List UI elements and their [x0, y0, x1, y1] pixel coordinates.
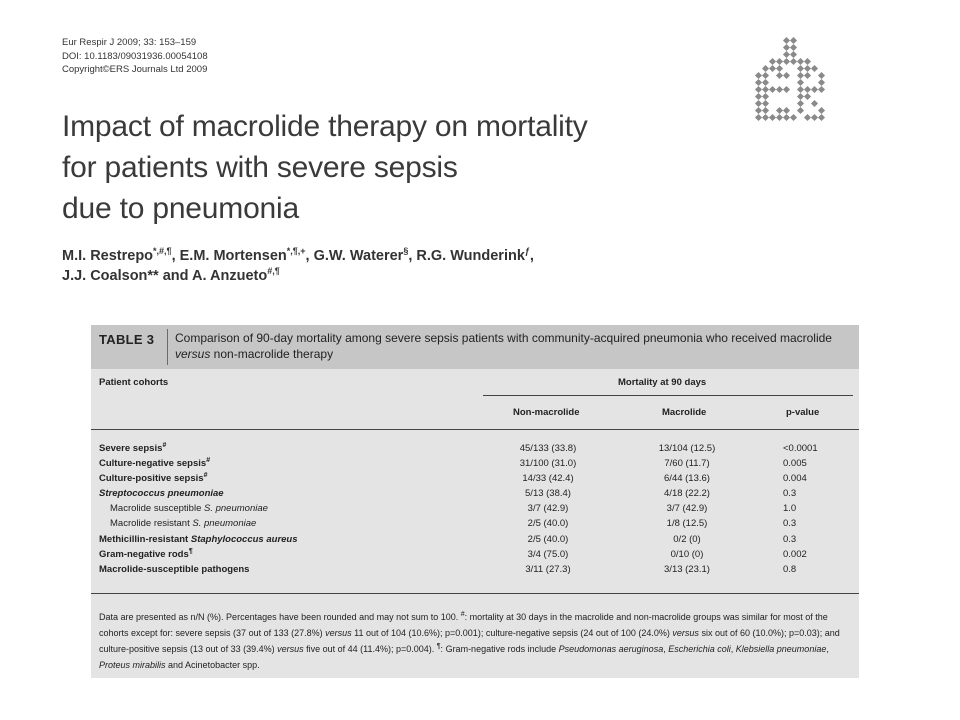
row-non-macrolide-value: 14/33 (42.4) — [522, 473, 574, 485]
table-row — [91, 457, 859, 472]
author-affiliation-marks: *,¶,+ — [286, 246, 306, 256]
row-cohort-name: Culture-negative sepsis# — [99, 457, 211, 470]
logo-dot — [755, 100, 762, 107]
header-mortality-90-days: Mortality at 90 days — [618, 377, 707, 388]
journal-doi: DOI: 10.1183/09031936.00054108 — [62, 50, 208, 62]
logo-dot — [790, 37, 797, 44]
logo-dot — [776, 72, 783, 79]
header-rule-sub — [483, 395, 853, 396]
table-row — [91, 502, 859, 517]
table-3 — [91, 325, 859, 678]
row-cohort-name: Gram-negative rods¶ — [99, 547, 193, 560]
logo-dot — [769, 114, 776, 121]
logo-dot — [797, 100, 804, 107]
table-label: TABLE 3 — [99, 332, 155, 347]
logo-dot — [797, 58, 804, 65]
table-row — [91, 517, 859, 532]
row-p-value: 0.8 — [783, 563, 797, 575]
logo-dot — [769, 58, 776, 65]
logo-dot — [797, 93, 804, 100]
logo-dot — [776, 107, 783, 114]
article-title — [62, 106, 702, 229]
row-p-value: 0.3 — [783, 488, 797, 500]
journal-citation: Eur Respir J 2009; 33: 153–159 — [62, 37, 197, 48]
logo-dot — [783, 72, 790, 79]
logo-dot — [783, 86, 790, 93]
author-name: R.G. Wunderink — [416, 248, 525, 264]
row-cohort-name: Macrolide resistant S. pneumoniae — [110, 518, 257, 530]
row-macrolide-value: 13/104 (12.5) — [658, 443, 716, 454]
row-p-value: 1.0 — [783, 503, 797, 515]
logo-dot — [818, 107, 825, 114]
logo-dot — [790, 114, 797, 121]
logo-dot — [804, 114, 811, 121]
row-macrolide-value: 0/10 (0) — [670, 548, 704, 560]
logo-dot — [755, 114, 762, 121]
row-non-macrolide-value: 45/133 (33.8) — [519, 443, 577, 454]
logo-dot — [755, 72, 762, 79]
row-macrolide-value: 4/18 (22.2) — [664, 488, 710, 500]
row-non-macrolide-value: 3/7 (42.9) — [527, 503, 569, 515]
row-macrolide-value: 1/8 (12.5) — [666, 518, 708, 530]
title-line-1: Impact of macrolide therapy on mortality — [62, 110, 588, 143]
logo-dot — [797, 79, 804, 86]
logo-dot — [783, 114, 790, 121]
row-cohort-name: Streptococcus pneumoniae — [99, 488, 224, 500]
logo-dot — [804, 65, 811, 72]
logo-dot — [755, 107, 762, 114]
row-footnote-mark: # — [203, 472, 208, 480]
logo-dot — [804, 86, 811, 93]
logo-dot — [811, 100, 818, 107]
logo-dot — [762, 65, 769, 72]
author-affiliation-marks: *,#,¶ — [153, 246, 172, 256]
row-footnote-mark: # — [162, 442, 167, 449]
logo-dot — [762, 93, 769, 100]
journal-info — [62, 36, 208, 77]
header-p-value: p-value — [786, 407, 820, 418]
logo-dot — [755, 86, 762, 93]
logo-dot — [783, 107, 790, 114]
author-name: J.J. Coalson** — [62, 268, 159, 284]
logo-dot — [804, 58, 811, 65]
title-line-3: due to pneumonia — [62, 192, 299, 225]
header-patient-cohorts: Patient cohorts — [99, 377, 169, 388]
row-p-value: 0.3 — [783, 533, 797, 545]
table-header-bar — [91, 325, 859, 369]
ers-lungs-logo-icon — [752, 36, 832, 131]
logo-dot — [762, 100, 769, 107]
logo-dot — [755, 79, 762, 86]
author-name: M.I. Restrepo — [62, 248, 154, 264]
row-cohort-name: Culture-positive sepsis# — [99, 472, 208, 485]
author-name: A. Anzueto — [192, 268, 268, 284]
row-macrolide-value: 6/44 (13.6) — [664, 473, 710, 485]
logo-dot — [762, 86, 769, 93]
row-macrolide-value: 3/13 (23.1) — [664, 563, 710, 575]
table-row — [91, 487, 859, 502]
logo-dot — [811, 114, 818, 121]
row-non-macrolide-value: 2/5 (40.0) — [527, 518, 569, 530]
row-cohort-name: Severe sepsis# — [99, 442, 167, 454]
row-non-macrolide-value: 2/5 (40.0) — [527, 533, 569, 545]
row-macrolide-value: 7/60 (11.7) — [664, 458, 710, 470]
logo-dot — [804, 72, 811, 79]
header-rule-bottom — [91, 429, 859, 430]
logo-dot — [811, 65, 818, 72]
table-row — [91, 548, 859, 563]
logo-dot — [818, 86, 825, 93]
logo-dot — [783, 58, 790, 65]
author-list: M.I. Restrepo*,#,¶, E.M. Mortensen*,¶,+, G.W. Waterer§, R.G. Wunderink$^ƒ$, J.J. Coalson** and A. Anzueto#,¶ — [62, 246, 534, 284]
logo-dot — [818, 79, 825, 86]
table-body — [91, 442, 859, 578]
row-footnote-mark: ¶ — [188, 547, 193, 555]
row-p-value: <0.0001 — [783, 443, 818, 454]
logo-dot — [776, 65, 783, 72]
row-non-macrolide-value: 3/11 (27.3) — [525, 563, 571, 575]
row-non-macrolide-value: 31/100 (31.0) — [519, 458, 577, 470]
logo-dot — [811, 86, 818, 93]
table-row — [91, 442, 859, 457]
logo-dot — [797, 72, 804, 79]
logo-dot — [790, 44, 797, 51]
logo-dot — [755, 93, 762, 100]
table-row — [91, 563, 859, 578]
logo-dot — [783, 44, 790, 51]
logo-dot — [783, 51, 790, 58]
row-non-macrolide-value: 5/13 (38.4) — [525, 488, 571, 500]
table-row — [91, 472, 859, 487]
logo-dot — [818, 72, 825, 79]
row-macrolide-value: 3/7 (42.9) — [666, 503, 708, 515]
header-non-macrolide: Non-macrolide — [513, 407, 580, 418]
logo-dot — [769, 65, 776, 72]
table-footnote: Data are presented as n/N (%). Percentages have been rounded and may not sum to 100. #: mortality at 30 days in the macrolide and non-macrolide groups was similar for most of the cohorts except for: severe sepsis (37 out of 133 (27.8%) versus 11 out of 104 (10.6%); p=0.001); culture-negative sepsis (24 out of 100 (24.0%) versus six out of 60 (10.0%); p=0.03); and culture-positive sepsis (13 out of 33 (39.4%) versus five out of 44 (11.4%); p=0.004). ¶: Gram-negative rods include Pseudomonas aeruginosa, Escherichia coli, Klebsiella pneumoniae, Proteus mirabilis and Acinetobacter spp. — [99, 611, 840, 670]
logo-dot — [762, 114, 769, 121]
author-affiliation-marks: § — [403, 246, 409, 256]
row-cohort-name: Macrolide-susceptible pathogens — [99, 563, 250, 575]
logo-dot — [797, 107, 804, 114]
table-caption: Comparison of 90-day mortality among severe sepsis patients with community-acquired pneumonia who received macrolide versus non-macrolide therapy — [175, 331, 832, 361]
author-affiliation-marks: #,¶ — [267, 266, 280, 276]
row-p-value: 0.004 — [783, 473, 807, 485]
row-p-value: 0.002 — [783, 548, 807, 560]
logo-dot — [797, 86, 804, 93]
table-header-divider — [167, 329, 168, 365]
logo-dot — [762, 79, 769, 86]
row-footnote-mark: # — [206, 457, 211, 465]
author-name: G.W. Waterer — [313, 248, 404, 264]
logo-dot — [818, 114, 825, 121]
logo-dot — [762, 72, 769, 79]
logo-dot — [776, 86, 783, 93]
journal-copyright: Copyright©ERS Journals Ltd 2009 — [62, 64, 208, 75]
title-line-2: for patients with severe sepsis — [62, 151, 458, 184]
logo-dot — [790, 51, 797, 58]
table-row — [91, 533, 859, 548]
logo-dot — [762, 107, 769, 114]
logo-dot — [776, 58, 783, 65]
row-p-value: 0.005 — [783, 458, 807, 470]
header-macrolide: Macrolide — [662, 407, 707, 418]
row-macrolide-value: 0/2 (0) — [673, 533, 701, 545]
logo-dot — [790, 58, 797, 65]
logo-dot — [804, 93, 811, 100]
logo-dot — [769, 86, 776, 93]
row-non-macrolide-value: 3/4 (75.0) — [527, 548, 569, 560]
row-p-value: 0.3 — [783, 518, 797, 530]
row-cohort-name: Macrolide susceptible S. pneumoniae — [110, 503, 268, 515]
row-cohort-name: Methicillin-resistant Staphylococcus aureus — [99, 533, 298, 545]
author-affiliation-marks: ƒ — [524, 246, 530, 256]
logo-dot — [797, 65, 804, 72]
table-bottom-rule — [91, 593, 859, 594]
logo-dot — [783, 37, 790, 44]
logo-dot — [776, 114, 783, 121]
author-name: E.M. Mortensen — [179, 248, 287, 264]
